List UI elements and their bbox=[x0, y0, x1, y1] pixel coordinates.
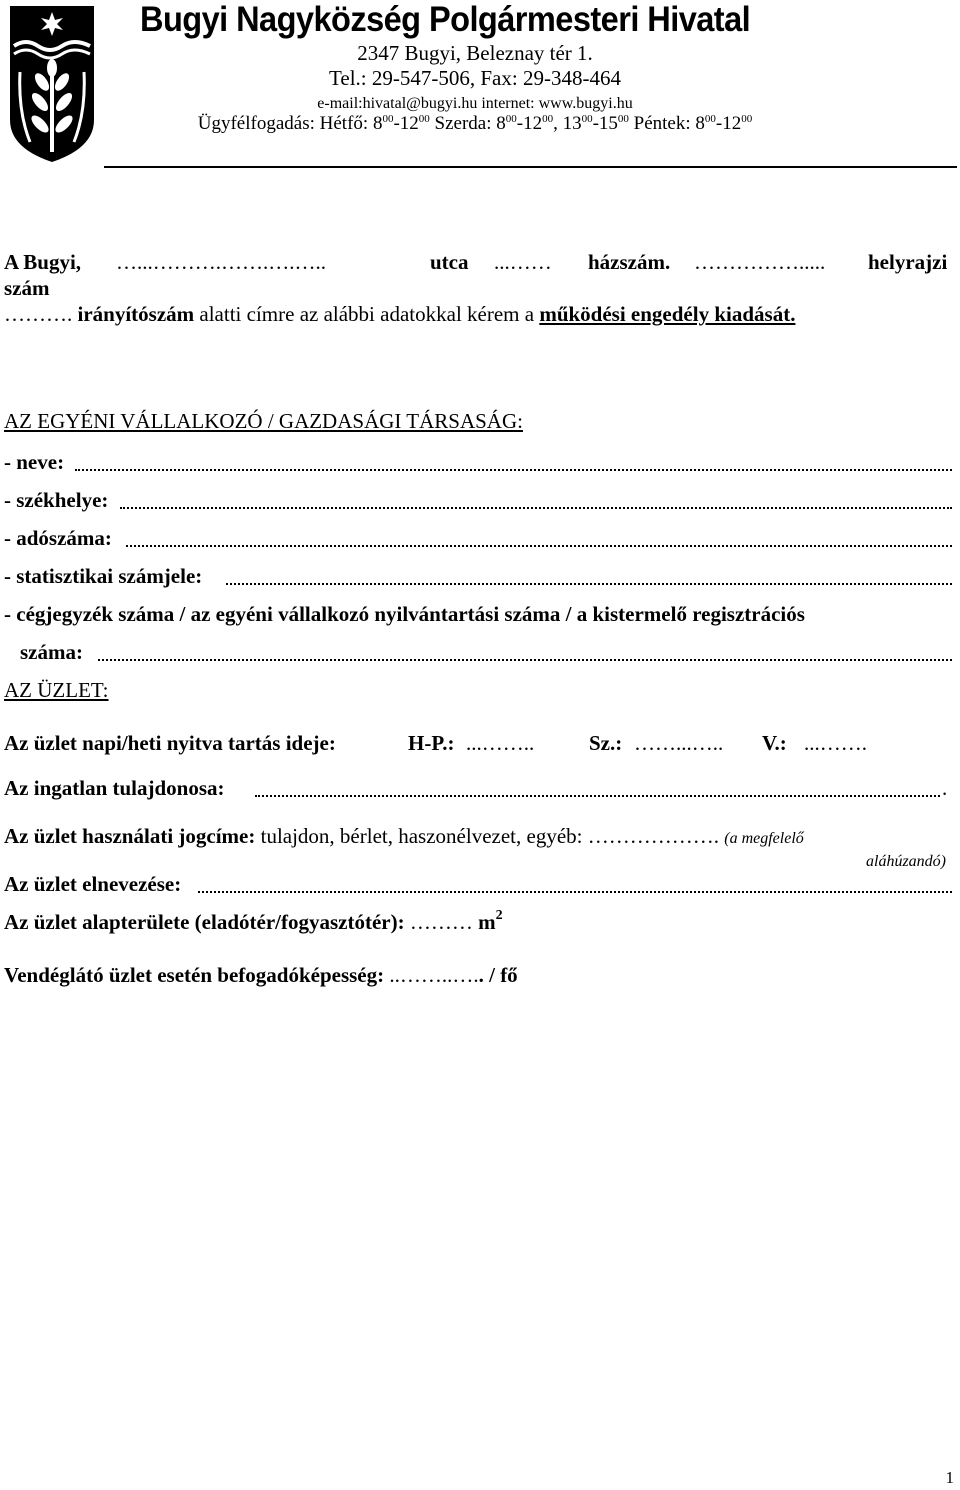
label-neve: - neve: bbox=[4, 450, 65, 474]
field-cegjegyzek-szama[interactable] bbox=[98, 659, 952, 661]
label-vasarnap: V.: bbox=[762, 731, 787, 755]
field-alapterulet[interactable]: ……… bbox=[404, 910, 473, 934]
label-cegjegyzek-szama: - cégjegyzék száma / az egyéni vállalkozó nyilvántartási száma / a kistermelő regisztrációs bbox=[4, 602, 805, 626]
municipal-crest-logo bbox=[6, 2, 98, 164]
header-email-web: e-mail:hivatal@bugyi.hu internet: www.bugyi.hu bbox=[317, 95, 633, 112]
header-phone-fax: Tel.: 29-547-506, Fax: 29-348-464 bbox=[329, 66, 621, 90]
field-neve[interactable] bbox=[75, 469, 952, 471]
field-adoszama[interactable] bbox=[126, 545, 952, 547]
field-hetfo-pentek[interactable]: ...…….. bbox=[466, 731, 535, 755]
label-szombat: Sz.: bbox=[589, 731, 623, 755]
field-vasarnap[interactable]: ...……. bbox=[804, 731, 867, 755]
tulajdonos-end-period: . bbox=[942, 776, 948, 800]
field-befogadokepesseg[interactable]: ..……..…. bbox=[384, 963, 479, 987]
note-alahuzando: aláhúzandó) bbox=[866, 853, 946, 870]
field-szekhelye[interactable] bbox=[120, 507, 952, 509]
intro-line-address: A Bugyi, …...……….…….….….. utca ...…… házszám. ……………..... helyrajzi bbox=[4, 250, 948, 274]
field-szombat[interactable]: ……...….. bbox=[634, 731, 724, 755]
label-ingatlan-tulajdonosa: Az ingatlan tulajdonosa: bbox=[4, 776, 225, 800]
header-divider bbox=[104, 166, 957, 168]
page-number: 1 bbox=[945, 1468, 954, 1487]
label-szekhelye: - székhelye: bbox=[4, 488, 109, 512]
label-adoszama: - adószáma: bbox=[4, 526, 112, 550]
field-ingatlan-tulajdonosa[interactable] bbox=[255, 795, 940, 797]
label-hetfo-pentek: H-P.: bbox=[408, 731, 455, 755]
line-alapterulet: Az üzlet alapterülete (eladótér/fogyasztótér): ……… $m^2$ bbox=[4, 908, 503, 934]
header-office-hours: Ügyfélfogadás: Hétfő: $8^{00}-12^{00}$ Szerda: $8^{00}-12^{00}$, $13^{00}-15^{00}$ Péntek: $8^{00}-12^{00}$ bbox=[197, 113, 753, 134]
line-befogadokepesseg: Vendéglátó üzlet esetén befogadóképesség: ..……..….. / fő bbox=[4, 963, 518, 987]
label-statisztikai-szamjele: - statisztikai számjele: bbox=[4, 564, 203, 588]
field-uzlet-elnevezese[interactable] bbox=[198, 891, 952, 893]
field-statisztikai-szamjele[interactable] bbox=[226, 583, 952, 585]
organization-name: Bugyi Nagyközség Polgármesteri Hivatal bbox=[140, 0, 751, 39]
label-szama: száma: bbox=[20, 640, 83, 664]
label-nyitva-tartas: Az üzlet napi/heti nyitva tartás ideje: bbox=[4, 731, 336, 755]
section-title-uzlet: AZ ÜZLET: bbox=[4, 678, 109, 702]
intro-word-szam: szám bbox=[4, 276, 50, 300]
section-title-vallalkozo: AZ EGYÉNI VÁLLALKOZÓ / GAZDASÁGI TÁRSASÁG: bbox=[4, 409, 523, 433]
line-hasznalati-jogcim: Az üzlet használati jogcíme: tulajdon, bérlet, haszonélvezet, egyéb: ………………. (a megfelelő bbox=[4, 824, 804, 848]
intro-line-request: ………. irányítószám alatti címre az alábbi adatokkal kérem a működési engedély kiadását. bbox=[4, 302, 796, 326]
header-address: 2347 Bugyi, Beleznay tér 1. bbox=[357, 41, 593, 65]
label-uzlet-elnevezese: Az üzlet elnevezése: bbox=[4, 872, 182, 896]
